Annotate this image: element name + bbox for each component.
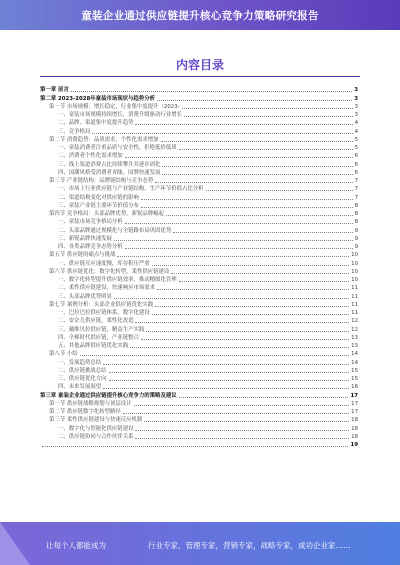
toc-leader-dots	[135, 124, 352, 125]
toc-leader-dots	[146, 331, 349, 332]
toc-page-number: 11	[351, 301, 358, 308]
toc-leader-dots	[182, 108, 353, 109]
toc-page-number: 3	[354, 112, 358, 118]
toc-page-number: 10	[351, 277, 358, 283]
toc-leader-dots	[103, 388, 349, 389]
toc-leader-dots	[171, 273, 349, 274]
toc-leader-dots	[114, 240, 353, 241]
toc-leader-dots	[162, 174, 352, 175]
toc-entry[interactable]	[40, 275, 358, 283]
toc-entry-text: 第二章 2023-2028年童装市场现状与趋势分析	[40, 95, 155, 102]
toc-leader-dots	[134, 405, 350, 406]
toc-entry[interactable]	[40, 333, 358, 341]
toc-entry[interactable]	[40, 432, 358, 440]
toc-leader-dots	[42, 446, 348, 447]
toc-entry-text: 一、巴拉巴拉供应链体系，数字化建设	[58, 310, 150, 316]
toc-leader-dots	[125, 248, 353, 249]
toc-entry-text: 第三章 童装企业通过供应链提升核心竞争力的策略及建议	[40, 392, 177, 399]
toc-page-number: 5	[354, 145, 358, 151]
toc-entry[interactable]	[40, 308, 358, 316]
toc-page-number: 12	[351, 318, 358, 325]
toc-entry[interactable]	[40, 225, 358, 233]
toc-entry-text: 第六节 供应链优化：数字化转型，柔性供应链建设	[49, 268, 170, 275]
toc-entry-text: 三、线上渠道消费占比持续攀升并逐步固化	[58, 161, 161, 168]
toc-page-number: 8	[354, 202, 358, 209]
toc-entry-text: 第二节 消费趋势：品质需求，个性化需求增加	[49, 136, 159, 143]
toc-entry-text: 第五节 供应链的痛点与挑战	[49, 252, 116, 259]
toc-page-number: 7	[354, 194, 358, 201]
toc-page-number: 9	[354, 227, 358, 234]
toc-page-number: 3	[354, 95, 358, 102]
toc-page-number: 6	[354, 169, 358, 176]
toc-leader-dots	[162, 166, 352, 167]
toc-entry-text: 第八节 小结	[49, 351, 78, 358]
toc-entry[interactable]	[40, 415, 358, 423]
toc-entry[interactable]	[40, 159, 358, 167]
toc-entry-text: 四、全棉时代供应链，产业链整合	[58, 334, 139, 341]
toc-entry[interactable]	[40, 176, 358, 184]
toc-leader-dots	[125, 157, 353, 158]
toc-leader-dots	[179, 281, 350, 282]
toc-page-number: 13	[351, 334, 358, 341]
toc-page-number: 11	[351, 293, 358, 300]
toc-entry-text: 二、品牌、渠道集中度提升趋势	[58, 120, 134, 127]
toc-entry-text: 一、供应链反应速度慢，库存积压严重	[58, 260, 150, 267]
toc-entry-text: 三、戴维贝拉供应链，精益生产实践	[58, 326, 145, 333]
footer-decoration	[0, 522, 30, 565]
report-header	[0, 0, 400, 30]
toc-entry-text: 三、供应链优化方向	[58, 376, 107, 382]
toc-entry[interactable]	[40, 399, 358, 407]
toc-entry-text: 一、童装消费者注重品质与安全性，拒绝低价低质	[58, 145, 177, 151]
toc-page-number: 14	[351, 351, 358, 358]
toc-page-number: 10	[351, 268, 358, 275]
toc-entry[interactable]	[40, 102, 358, 110]
toc-entry-text: 三、头部品牌优势明显	[58, 293, 112, 300]
title-divider	[40, 76, 360, 77]
toc-entry-text: 二、渠道结构变化对供应链的影响	[58, 194, 139, 201]
toc-entry[interactable]	[40, 390, 358, 398]
toc-entry[interactable]	[40, 357, 358, 365]
toc-leader-dots	[157, 100, 352, 101]
toc-leader-dots	[144, 421, 349, 422]
toc-leader-dots	[109, 380, 350, 381]
toc-leader-dots	[152, 314, 349, 315]
toc-leader-dots	[141, 199, 353, 200]
toc-page-number: 15	[351, 376, 358, 382]
toc-entry[interactable]	[40, 283, 358, 291]
toc-entry-text: 一、数字化转型提升供应链效率，推动精细化管理	[58, 277, 177, 283]
toc-page-number: 5	[354, 136, 358, 143]
toc-entry[interactable]	[40, 423, 358, 431]
report-title: 童装企业通过供应链提升核心竞争力策略研究报告	[81, 9, 319, 22]
toc-entry-text: 四、国潮风格受消费者青睐，国牌快速发展	[58, 169, 161, 176]
toc-entry[interactable]	[40, 316, 358, 324]
toc-entry[interactable]	[40, 217, 358, 225]
toc-page-number: 7	[354, 186, 358, 193]
toc-page-number: 17	[350, 392, 358, 399]
toc-entry[interactable]	[40, 349, 358, 357]
toc-page-number: 6	[354, 153, 358, 160]
toc-page-number: 10	[351, 260, 358, 267]
toc-entry-text: 二、消费者个性化需求增加	[58, 153, 123, 160]
toc-entry[interactable]	[40, 209, 358, 217]
toc-leader-dots	[179, 397, 349, 398]
toc-entry[interactable]	[40, 341, 358, 349]
toc-entry-text: 第一章 前言	[40, 87, 69, 94]
toc-entry-text: 三、新锐品牌快速发展	[58, 235, 112, 242]
toc-leader-dots	[117, 256, 349, 257]
toc-leader-dots	[71, 91, 352, 92]
toc-leader-dots	[179, 149, 353, 150]
toc-page-number: 3	[354, 103, 358, 110]
toc-leader-dots	[135, 322, 349, 323]
toc-entry[interactable]	[40, 184, 358, 192]
toc-entry[interactable]	[40, 143, 358, 151]
toc-entry[interactable]	[40, 250, 358, 258]
toc-leader-dots	[206, 190, 353, 191]
toc-leader-dots	[125, 223, 353, 224]
toc-entry-text: 第三节 柔性供应链建设与快速反应机制	[49, 417, 143, 424]
toc-entry[interactable]	[40, 126, 358, 134]
table-of-contents	[40, 85, 358, 448]
toc-leader-dots	[141, 207, 353, 208]
toc-entry[interactable]	[40, 110, 358, 118]
toc-entry[interactable]	[40, 192, 358, 200]
toc-entry[interactable]	[40, 168, 358, 176]
toc-entry-text: 三、童装产业链主要环节价值分布	[58, 202, 139, 209]
toc-leader-dots	[92, 133, 352, 134]
toc-leader-dots	[141, 339, 349, 340]
toc-entry[interactable]	[40, 93, 358, 101]
toc-page-number: 16	[351, 384, 358, 391]
toc-leader-dots	[155, 306, 349, 307]
toc-page-number: 18	[351, 425, 358, 432]
toc-entry[interactable]	[40, 85, 358, 93]
toc-entry[interactable]	[40, 234, 358, 242]
toc-page-number: 14	[351, 359, 358, 366]
toc-page-number: 18	[351, 433, 358, 440]
toc-leader-dots	[130, 347, 349, 348]
toc-page-number: 8	[354, 219, 358, 226]
toc-entry-text: 二、供应链挑战总结	[58, 367, 107, 374]
toc-entry[interactable]	[40, 324, 358, 332]
toc-entry-text: 第二节 供应链数字化转型路径	[49, 409, 121, 415]
toc-entry[interactable]	[40, 267, 358, 275]
toc-page-number: 4	[354, 128, 358, 135]
toc-entry-text: 二、柔性供应链建设，快速响应市场需求	[58, 285, 156, 292]
toc-leader-dots	[173, 232, 352, 233]
toc-leader-dots	[166, 215, 353, 216]
toc-leader-dots	[135, 438, 349, 439]
toc-leader-dots	[135, 430, 349, 431]
toc-entry-text: 四、未来发展展望	[58, 384, 102, 391]
toc-entry-text: 一、童装市场竞争格局分析	[58, 219, 123, 226]
toc-page-number: 6	[354, 161, 358, 168]
toc-page-number: 17	[351, 400, 358, 407]
toc-leader-dots	[109, 372, 350, 373]
toc-entry[interactable]	[40, 242, 358, 250]
toc-page-number: 17	[351, 409, 358, 415]
toc-entry-text: 二、头部品牌通过规模化与全链路布局巩固优势	[58, 227, 172, 234]
toc-leader-dots	[114, 298, 349, 299]
toc-leader-dots	[103, 364, 349, 365]
toc-entry[interactable]	[40, 440, 358, 448]
toc-entry-text: 一、市场上行业供应链与产业链结构，生产环节价值占比分析	[58, 186, 204, 193]
toc-leader-dots	[152, 265, 349, 266]
toc-entry-text: 第一节 市场规模：增长稳定，行业集中度提升（2023-	[49, 103, 180, 110]
toc-entry-text: 第一节 供应链战略规划与顶层设计	[49, 400, 132, 407]
toc-page-number: 9	[354, 235, 358, 242]
toc-leader-dots	[123, 413, 349, 414]
toc-page-number: 11	[351, 285, 358, 292]
toc-page-number: 11	[351, 310, 358, 316]
toc-entry-text: 三、竞争格局	[58, 128, 91, 135]
toc-page-number: 10	[351, 252, 358, 259]
toc-page-number: 12	[351, 326, 358, 333]
toc-page-number: 4	[354, 120, 358, 127]
toc-entry-text: 一、童装市场规模持续增长，消费升级驱动行业增长	[58, 112, 182, 118]
toc-entry[interactable]	[40, 291, 358, 299]
toc-entry-text: 一、数字化与智能化供应链建设	[58, 425, 134, 432]
toc-leader-dots	[80, 355, 349, 356]
footer-slogan: 让每个人都能成为	[46, 541, 106, 550]
toc-entry-text: 第三节 产业链结构：品牌链结构与竞争态势	[49, 178, 154, 184]
toc-page-number: 18	[351, 417, 358, 424]
toc-entry[interactable]	[40, 201, 358, 209]
toc-entry-text: 二、安奈儿供应链，柔性化改造	[58, 318, 134, 325]
toc-entry-text: 第七节 案例分析：头部企业供应链优化实践	[49, 301, 154, 308]
toc-entry[interactable]	[40, 407, 358, 415]
toc-entry[interactable]	[40, 258, 358, 266]
toc-entry[interactable]	[40, 300, 358, 308]
toc-entry-text: 一、发展趋势总结	[58, 359, 102, 366]
toc-entry-text: 四、各类品牌竞争态势分析	[58, 244, 123, 250]
toc-page-number: 7	[354, 178, 358, 184]
toc-entry-text: 二、供应链协同与合作伙伴关系	[58, 433, 134, 440]
toc-page-number: 13	[351, 343, 358, 349]
toc-page-number: 19	[350, 442, 358, 448]
toc-leader-dots	[155, 182, 352, 183]
toc-entry[interactable]	[40, 118, 358, 126]
toc-entry[interactable]	[40, 374, 358, 382]
toc-leader-dots	[184, 116, 353, 117]
toc-leader-dots	[161, 141, 353, 142]
toc-entry[interactable]	[40, 366, 358, 374]
toc-page-number: 8	[354, 211, 358, 217]
toc-page-number: 3	[354, 87, 358, 94]
toc-title: 内容目录	[175, 58, 224, 72]
toc-entry[interactable]	[40, 151, 358, 159]
toc-page-number: 9	[354, 244, 358, 250]
toc-leader-dots	[157, 289, 349, 290]
footer-slogan-roles: 行业专家，管理专家，营销专家，战略专家，成功企业家……	[148, 541, 351, 550]
toc-entry[interactable]	[40, 135, 358, 143]
toc-entry-text: 第四节 竞争格局：头部品牌优势，新锐品牌崛起	[49, 211, 164, 217]
toc-page-number: 15	[351, 367, 358, 374]
toc-entry-text: 五、其他品牌供应链优化实践	[58, 343, 129, 349]
toc-entry[interactable]	[40, 382, 358, 390]
